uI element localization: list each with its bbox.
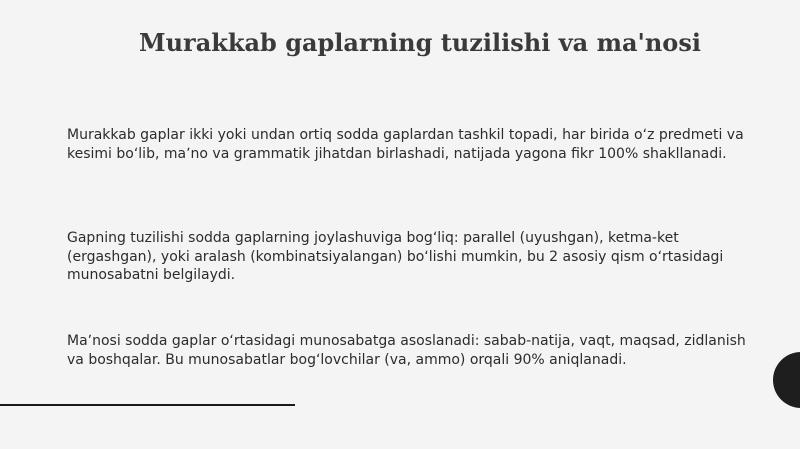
paragraph-structure-definition: Murakkab gaplar ikki yoki undan ortiq sodda gaplardan tashkil topadi, har birida oʻz predmeti va kesimi boʻlib, maʼno va grammatik jihatdan birlashadi, natijada yagona fikr 100% shakllanadi. bbox=[67, 127, 744, 162]
paragraph-meaning: Maʼnosi sodda gaplar oʻrtasidagi munosabatga asoslanadi: sabab-natija, vaqt, maqsad, zidlanish va boshqalar. Bu munosabatlar bogʻlovchilar (va, ammo) orqali 90% aniqlanadi. bbox=[67, 333, 746, 368]
decorative-circle bbox=[773, 352, 800, 408]
paragraph-structure-types: Gapning tuzilishi sodda gaplarning joylashuviga bogʻliq: parallel (uyushgan), ketma-ket (ergashgan), yoki aralash (kombinatsiyalangan) boʻlishi mumkin, bu 2 asosiy qism oʻrtasidagi munosabatni belgilaydi. bbox=[67, 230, 724, 283]
divider-line bbox=[0, 404, 295, 406]
slide-title: Murakkab gaplarning tuzilishi va ma'nosi bbox=[139, 28, 701, 57]
